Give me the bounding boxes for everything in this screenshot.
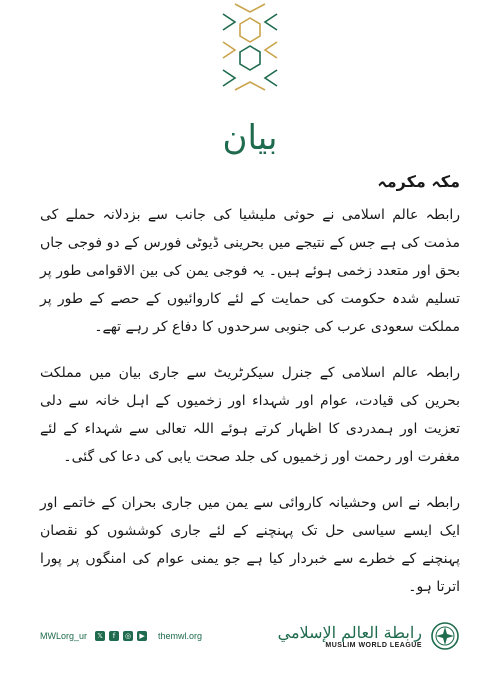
youtube-icon[interactable]: ▶ [137, 631, 147, 641]
instagram-icon[interactable]: ◎ [124, 632, 132, 640]
logo-english-text: MUSLIM WORLD LEAGUE [325, 642, 422, 649]
social-links [40, 631, 147, 641]
decorative-pattern-icon [215, 0, 285, 94]
mwl-emblem-icon [430, 621, 460, 651]
paragraph-1: رابطہ عالم اسلامی نے حوثی ملیشیا کی جانب سے بزدلانہ حملے کی مذمت کی ہے جس کے نتیجے میں بحرینی ڈیوٹی فورس کے دو فوجی جاں بحق اور متعدد زخمی ہوئے ہیں۔ یہ فوجی یمن کی بین الاقوامی طور پر تسلیم شدہ حکومت کی حمایت کے لئے کاروائیوں کے حصے کے طور پر مملکت سعودی عرب کی جنوبی سرحدوں کا دفاع کر رہے تھے۔ [40, 207, 460, 335]
footer [40, 612, 460, 660]
website-link[interactable]: themwl.org [158, 631, 203, 641]
paragraph-3: رابطہ نے اس وحشیانہ کاروائی سے یمن میں جاری بحران کے خاتمے اور ایک ایسے سیاسی حل تک پہنچنے کے لئے جاری کوششوں کو نقصان پہنچنے کے خطرے سے خبردار کیا ہے جو یمنی عوام کی امنگوں پر پورا اترتا ہو۔ [40, 495, 460, 595]
social-handle[interactable]: MWLorg_ur [40, 631, 88, 641]
paragraph-2: رابطہ عالم اسلامی کے جنرل سیکرٹریٹ سے جاری بیان میں مملکت بحرین کی قیادت، عوام اور شہداء اور زخمیوں کے اہل خانہ سے دلی تعزیت اور ہمدردی کا اظہار کرتے ہوئے اللہ تعالی سے شہداء کے لئے مغفرت اور رحمت اور زخمیوں کی جلد صحت یابی کی دعا کی گئی۔ [40, 365, 460, 465]
page-title: بیان [222, 118, 278, 158]
mwl-logo [278, 621, 460, 651]
logo-arabic-text: رابطة العالم الإسلامي [277, 623, 422, 642]
statement-body [40, 172, 460, 619]
dateline: مکہ مکرمہ [377, 172, 460, 191]
facebook-icon[interactable]: f [109, 631, 119, 641]
x-icon[interactable]: 𝕏 [95, 631, 105, 641]
